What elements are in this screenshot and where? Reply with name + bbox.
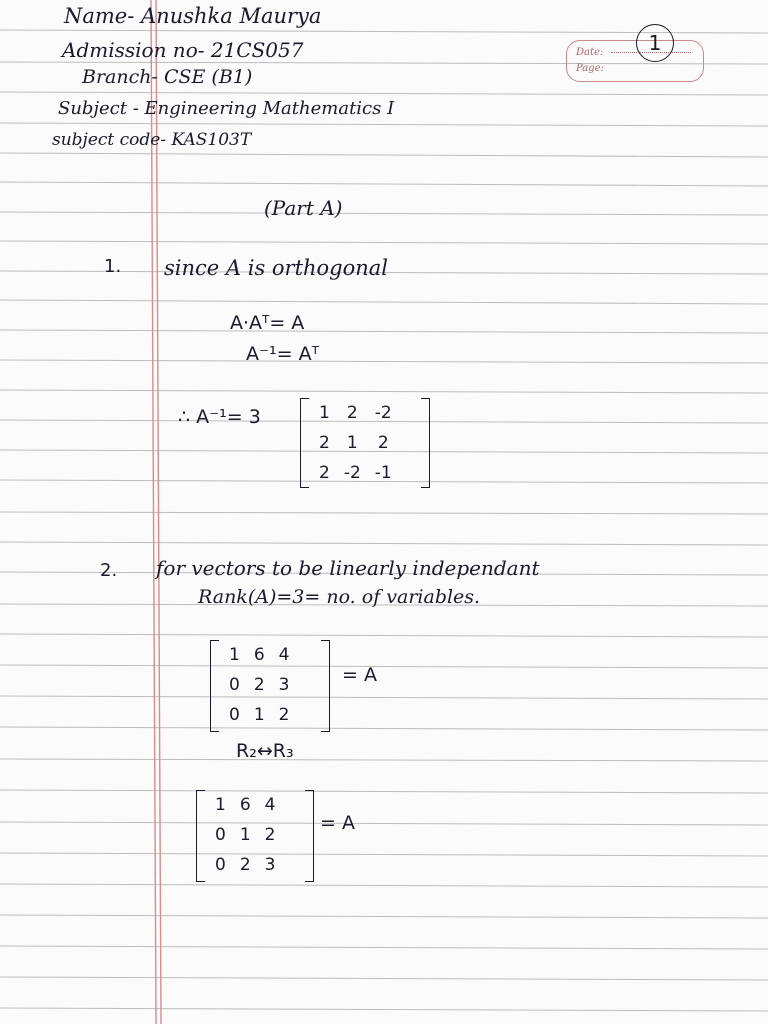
matrix-cell: -1 (374, 463, 392, 483)
matrix-cell: 1 (253, 705, 265, 725)
part-heading: (Part A) (264, 196, 343, 220)
student-name: Name- Anushka Maurya (64, 4, 322, 28)
matrix-cell: -2 (343, 463, 361, 483)
matrix-bracket-right (421, 398, 430, 488)
date-page-box (566, 40, 704, 82)
therefore-inverse: ∴ A⁻¹= 3 (178, 406, 261, 428)
matrix-cell: 1 (229, 645, 240, 665)
subject: Subject - Engineering Mathematics I (58, 98, 395, 119)
matrix-table (312, 398, 399, 488)
matrix-cell: 2 (264, 825, 276, 845)
matrix-table (208, 790, 282, 880)
matrix-cell: 2 (253, 675, 265, 695)
matrix-cell: 1 (319, 403, 330, 423)
matrix-cell: 6 (239, 795, 251, 815)
inverse-matrix (300, 398, 430, 488)
date-label: Date: (576, 47, 604, 58)
page-label: Page: (576, 63, 604, 74)
matrix-cell: 1 (346, 433, 358, 453)
equation-a-at: A·Aᵀ= A (230, 312, 305, 334)
matrix-cell: 0 (229, 705, 240, 725)
matrix-a (210, 640, 330, 732)
page-number: 1 (636, 24, 674, 62)
matrix-cell: 0 (215, 825, 226, 845)
question-2-number: 2. (100, 560, 118, 581)
matrix-bracket-left (300, 398, 309, 488)
matrix-cell: 4 (278, 645, 290, 665)
matrix-cell: 2 (377, 433, 389, 453)
matrix-bracket-right (321, 640, 330, 732)
matrix-bracket-left (196, 790, 205, 882)
equation-inverse: A⁻¹= Aᵀ (246, 343, 319, 365)
equals-a-2: = A (320, 812, 355, 834)
matrix-cell: 2 (278, 705, 290, 725)
matrix-cell: 1 (215, 795, 226, 815)
matrix-bracket-left (210, 640, 219, 732)
matrix-cell: 0 (215, 855, 226, 875)
question-1-statement: since A is orthogonal (164, 256, 389, 280)
matrix-cell: 1 (239, 825, 251, 845)
matrix-a-swapped (196, 790, 314, 882)
row-operation: R₂↔R₃ (236, 740, 294, 762)
admission-number: Admission no- 21CS057 (62, 38, 304, 62)
rank-statement: Rank(A)=3= no. of variables. (198, 586, 481, 608)
equals-a-1: = A (342, 664, 377, 686)
matrix-cell: 0 (229, 675, 240, 695)
matrix-cell: 3 (278, 675, 290, 695)
matrix-cell: 2 (346, 403, 358, 423)
question-2-statement: for vectors to be linearly independant (156, 556, 540, 580)
matrix-cell: 2 (319, 433, 330, 453)
matrix-cell: 4 (264, 795, 276, 815)
subject-code: subject code- KAS103T (52, 130, 252, 150)
matrix-cell: 6 (253, 645, 265, 665)
matrix-cell: 2 (239, 855, 251, 875)
matrix-table (222, 640, 296, 730)
matrix-bracket-right (305, 790, 314, 882)
branch: Branch- CSE (B1) (82, 66, 253, 88)
question-1-number: 1. (104, 256, 122, 277)
matrix-cell: 3 (264, 855, 276, 875)
matrix-cell: -2 (374, 403, 392, 423)
matrix-cell: 2 (319, 463, 330, 483)
